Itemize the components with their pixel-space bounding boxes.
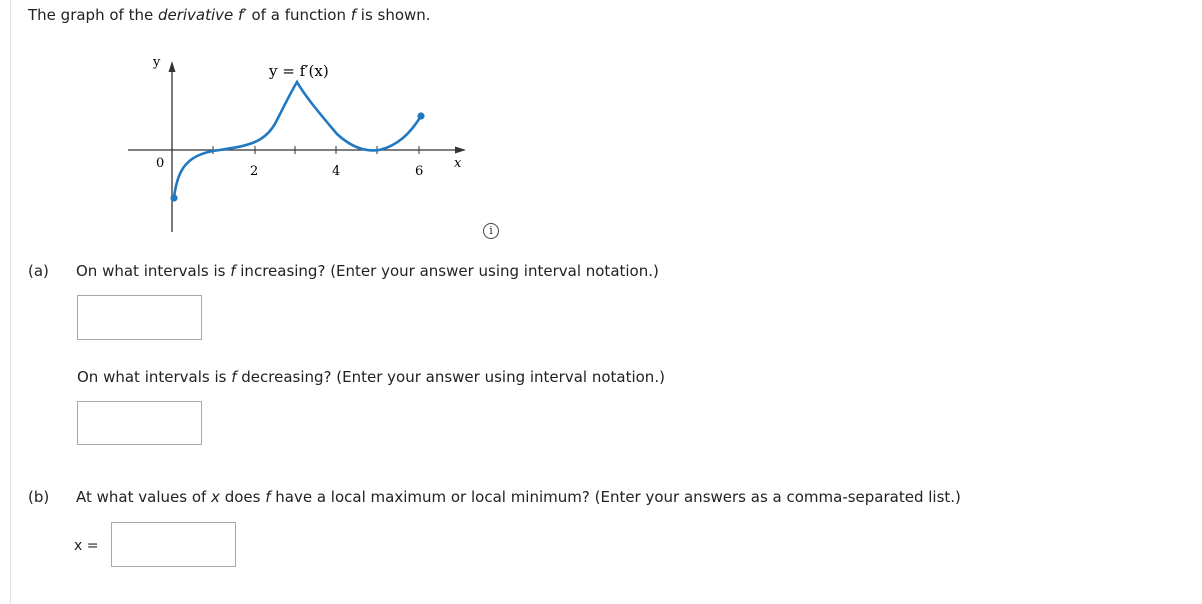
intro-derivative: derivative f′	[157, 6, 247, 24]
question-b	[28, 488, 961, 506]
intro-text-1: The graph of the	[28, 6, 158, 24]
qa-text-1: On what intervals is	[76, 262, 231, 280]
left-border	[10, 0, 11, 604]
question-a-increasing	[28, 262, 659, 280]
origin-label: 0	[156, 156, 165, 171]
qb-text-3: have a local maximum or local minimum? (Enter your answers as a comma-separated list.)	[270, 488, 961, 506]
qb-x: x	[211, 488, 220, 506]
x-axis-label: x	[454, 156, 462, 171]
derivative-curve	[174, 82, 424, 198]
derivative-graph	[125, 52, 470, 238]
qb-text-1: At what values of	[76, 488, 212, 506]
part-a-label: (a)	[28, 262, 49, 280]
intro-text-2: of a function	[246, 6, 351, 24]
intro-f: f	[350, 6, 357, 24]
extrema-x-values-input[interactable]	[111, 522, 236, 567]
qa2-text-1: On what intervals is	[77, 368, 232, 386]
qb-text-2: does	[219, 488, 266, 506]
y-axis-label: y	[153, 55, 161, 70]
x-tick-label-4: 4	[332, 164, 341, 179]
part-b-label: (b)	[28, 488, 50, 506]
curve-endpoint-right	[417, 112, 424, 119]
qa2-text-2: decreasing? (Enter your answer using interval notation.)	[236, 368, 665, 386]
curve-endpoint-left	[170, 194, 177, 201]
function-label: y = f′(x)	[269, 62, 329, 80]
x-axis-arrow	[455, 147, 466, 154]
x-tick-label-2: 2	[250, 164, 259, 179]
y-axis-arrow	[169, 61, 176, 72]
qa2-f: f	[231, 368, 237, 386]
decreasing-intervals-input[interactable]	[77, 401, 202, 445]
problem-intro	[28, 6, 431, 24]
x-tick-label-6: 6	[415, 164, 424, 179]
x-equals-label: x =	[74, 538, 99, 554]
qa-text-2: increasing? (Enter your answer using interval notation.)	[235, 262, 659, 280]
qa-f: f	[230, 262, 236, 280]
increasing-intervals-input[interactable]	[77, 295, 202, 340]
intro-text-3: is shown.	[356, 6, 431, 24]
info-icon[interactable]: i	[483, 223, 499, 239]
qb-f: f	[265, 488, 271, 506]
question-a-decreasing	[77, 368, 665, 386]
